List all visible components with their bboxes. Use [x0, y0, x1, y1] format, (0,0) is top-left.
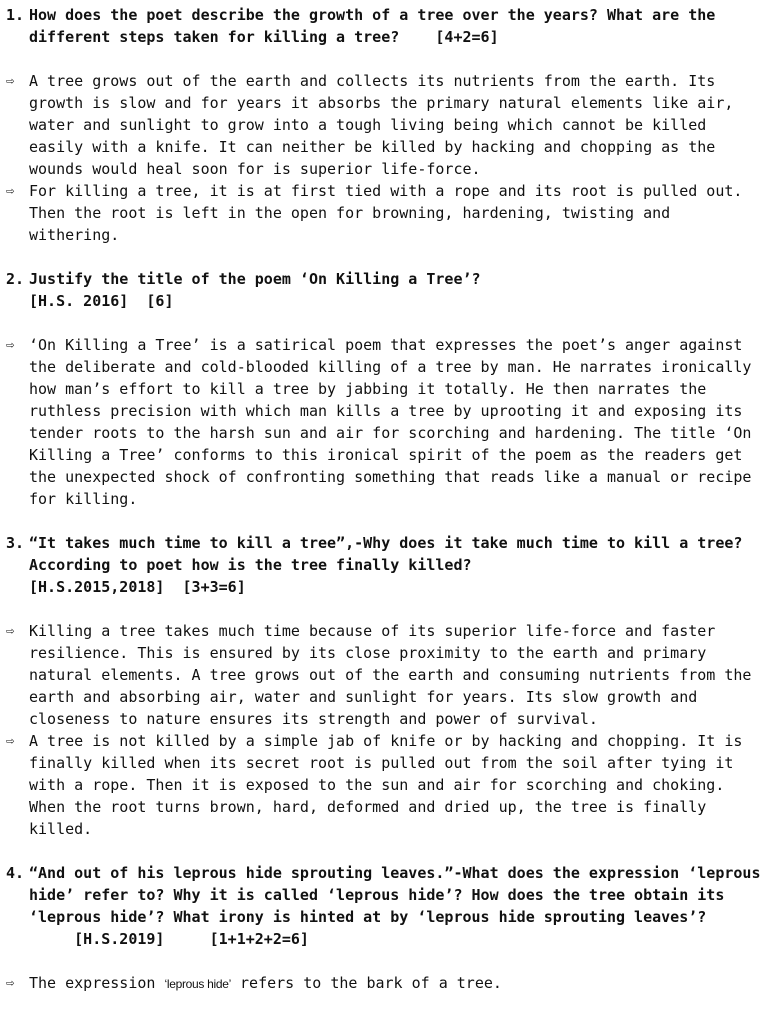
question-4 [6, 862, 762, 950]
answer-point [6, 180, 762, 246]
question-1 [6, 4, 762, 48]
question-marks: [H.S.2019] [1+1+2+2=6] [29, 930, 309, 948]
answer-text: A tree is not killed by a simple jab of knife or by hacking and chopping. It is finally killed when its secret root is pulled out from the soil after tying it with a rope. Then it is exposed to the sun and air for scorching and choking. When the root turns brown, hard, deformed and dried up, the tree is finally killed. [29, 732, 743, 838]
question-text: How does the poet describe the growth of a tree over the years? What are the different steps taken for killing a tree? [29, 6, 716, 46]
question-number: 1. [6, 6, 25, 24]
answer-point [6, 334, 762, 510]
answer-text: The expression ‘leprous hide’ refers to the bark of a tree. [29, 974, 502, 992]
question-number: 2. [6, 270, 25, 288]
answer-point [6, 70, 762, 180]
question-marks: [H.S. 2016] [6] [29, 292, 174, 310]
question-text: Justify the title of the poem ‘On Killing a Tree’? [29, 270, 481, 288]
answer-text: ‘On Killing a Tree’ is a satirical poem that expresses the poet’s anger against the deliberate and cold-blooded killing of a tree by man. He narrates ironically how man’s effort to kill a tree by jabbing it totally. He then narrates the ruthless precision with which man kills a tree by uprooting it and exposing its tender roots to the harsh sun and air for scorching and hardening. The title ‘On Killing a Tree’ conforms to this ironical spirit of the poem as the readers get the unexpected shock of confronting something that reads like a manual or recipe for killing. [29, 336, 752, 508]
question-text: “And out of his leprous hide sprouting leaves.”-What does the expression ‘leprous hide’ refer to? Why it is called ‘leprous hide’? How does the tree obtain its ‘leprous hide’? What irony is hinted at by ‘leprous hide sprouting leaves’? [29, 864, 761, 926]
answer-point [6, 730, 762, 840]
arrow-icon: ⇨ [6, 733, 15, 749]
answer-text: For killing a tree, it is at first tied with a rope and its root is pulled out. Then the root is left in the open for browning, hardening, twisting and withering. [29, 182, 743, 244]
question-number: 4. [6, 864, 25, 882]
answer-point [6, 972, 762, 995]
answer-point [6, 620, 762, 730]
question-text: “It takes much time to kill a tree”,-Why does it take much time to kill a tree? According to poet how is the tree finally killed? [29, 534, 743, 574]
question-3 [6, 532, 762, 598]
arrow-icon: ⇨ [6, 73, 15, 89]
arrow-icon: ⇨ [6, 183, 15, 199]
arrow-icon: ⇨ [6, 337, 15, 353]
arrow-icon: ⇨ [6, 623, 15, 639]
question-number: 3. [6, 534, 25, 552]
arrow-icon: ⇨ [6, 975, 15, 991]
answer-text: Killing a tree takes much time because of its superior life-force and faster resilience. This is ensured by its close proximity to the earth and primary natural elements. A tree grows out of the earth and consuming nutrients from the earth and absorbing air, water and sunlight for years. Its slow growth and closeness to nature ensures its strength and power of survival. [29, 622, 752, 728]
leprous-hide-phrase: ‘leprous hide’ [164, 977, 231, 991]
question-2 [6, 268, 762, 312]
question-marks: [H.S.2015,2018] [3+3=6] [29, 578, 246, 596]
answer-text: A tree grows out of the earth and collects its nutrients from the earth. Its growth is slow and for years it absorbs the primary natural elements like air, water and sunlight to grow into a tough living being which cannot be killed easily with a knife. It can neither be killed by hacking and chopping as the wounds would heal soon for is superior life-force. [29, 72, 734, 178]
question-marks: [4+2=6] [399, 28, 499, 46]
